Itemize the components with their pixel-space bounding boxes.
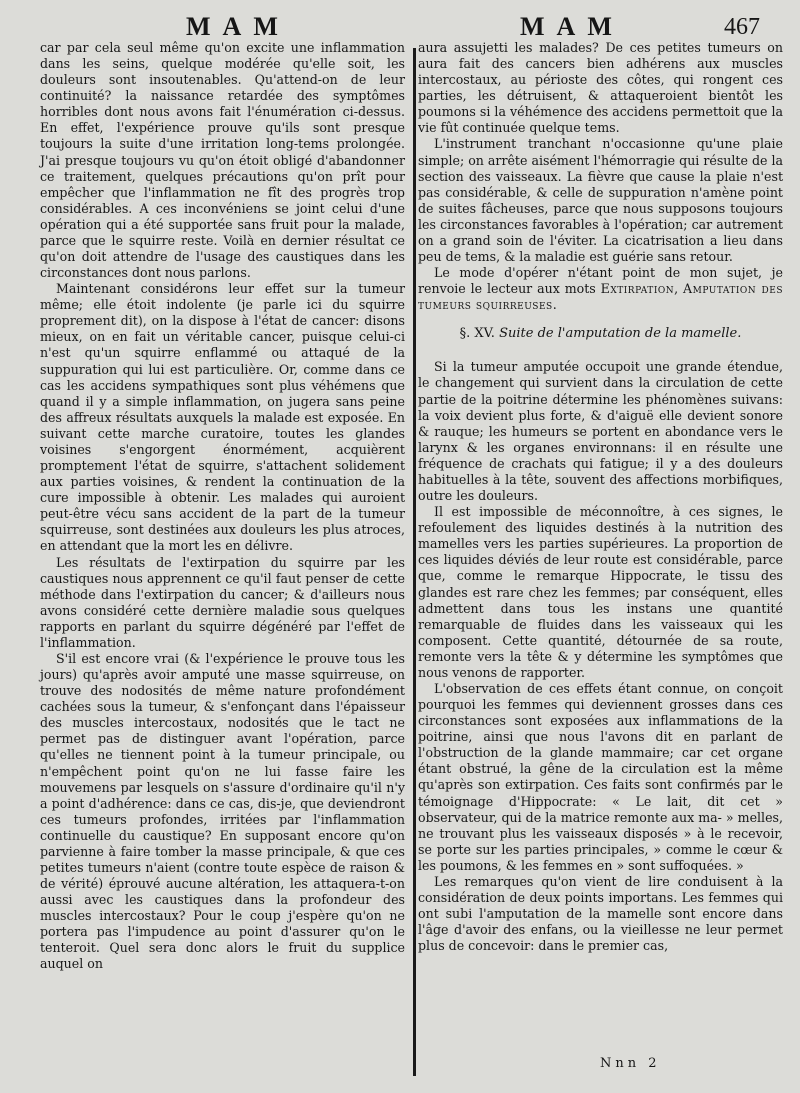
paragraph: car par cela seul même qu'on excite une inflammation dans les seins, quelque modérée qu'elle soit, les douleurs sont insoutenables. Qu'attend-on de leur continuité? la naissance retardée des symptômes horribles dont nous avons fait l'énumération ci-dessus. En effet, l'expérience prouve qu'ils sont presque toujours la suite d'une irritation long-tems prolongée. J'ai presque toujours vu qu'on étoit obligé d'abandonner ce traitement, quelques précautions qu'on prît pour empêcher que l'inflammation ne fît des progrès trop considérables. A ces inconvéniens se joint celui d'une opération qui a été supportée sans fruit pour la malade, parce que le squirre reste. Voilà en dernier résultat ce qu'on doit attendre de l'usage des caustiques dans les circonstances dont nous parlons. xyxy=(40,40,405,281)
paragraph: L'instrument tranchant n'occasionne qu'une plaie simple; on arrête aisément l'hémorragie qui résulte de la section des vaisseaux. La fièvre que cause la plaie n'est pas considérable, & celle de suppuration n'amène point de suites fâcheuses, parce que nous supposons toujours les circonstances favorables à l'opération; car autrement on a grand soin de l'éviter. La cicatrisation a lieu dans peu de tems, & la maladie est guérie sans retour. xyxy=(418,136,783,265)
reference-extirpation: Extirpation xyxy=(600,281,675,297)
column-divider xyxy=(413,48,416,1076)
section-heading xyxy=(418,326,783,342)
section-title: Suite de l'amputation de la mamelle. xyxy=(499,326,742,342)
paragraph-cross-reference: Le mode d'opérer n'étant point de mon sujet, je renvoie le lecteur aux mots Extirpation, Amputation des tumeurs squirreuses. xyxy=(418,265,783,313)
running-head-left: MAM xyxy=(186,12,290,41)
paragraph: S'il est encore vrai (& l'expérience le prouve tous les jours) qu'après avoir amputé une masse squirreuse, on trouve des nodosités de même nature profondément cachées sous la tumeur, & s'enfonçant dans l'épaisseur des muscles intercostaux, nodosités que le tact ne permet pas de distinguer avant l'opération, parce qu'elles ne tiennent point à la tumeur principale, ou n'empêchent point qu'on ne lui fasse faire les mouvemens par lesquels on s'assure d'ordinaire qu'il n'y a point d'adhérence: dans ce cas, dis-je, que deviendront ces tumeurs profondes, irritées par l'inflammation continuelle du caustique? En supposant encore qu'on parvienne à faire tomber la masse principale, & que ces petites tumeurs n'aient (contre toute espèce de raison & de vérité) éprouvé aucune altération, les attaquera-t-on aussi avec les caustiques dans la profondeur des muscles intercostaux? Pour le coup j'espère qu'on ne portera pas l'impudence au point d'assurer qu'on le tenteroit. Quel sera donc alors le fruit du supplice auquel on xyxy=(40,650,405,972)
left-column xyxy=(40,40,405,973)
paragraph: Maintenant considérons leur effet sur la tumeur même; elle étoit indolente (je parle ici du squirre proprement dit), on la dispose à l'état de cancer: disons mieux, on en fait un véritable cancer, puisque celui-ci n'est qu'un squirre enflammé ou attaqué de la suppuration qui lui est particulière. Or, comme dans ce cas les accidens sympathiques sont plus véhémens que quand il y a simple inflammation, on jugera sans peine des affreux résultats auxquels la malade est exposée. En suivant cette marche curatoire, toutes les glandes voisines s'engorgent énormément, acquièrent promptement l'état de squirre, s'attachent solidement aux parties voisines, & rendent la continuation de la cure impossible à obtenir. Les malades qui auroient peut-être vécu sans accident de la part de la tumeur squirreuse, sont destinées aux douleurs les plus atroces, en attendant que la mort les en délivre. xyxy=(40,281,405,554)
page-number: 467 xyxy=(724,14,760,40)
reference-amputation: Amputation des tumeurs squirreuses xyxy=(418,281,783,313)
right-column xyxy=(418,40,783,954)
signature-mark: Nnn 2 xyxy=(600,1056,661,1071)
section-number: §. XV. xyxy=(459,326,495,342)
reference-sentence: Le mode d'opérer n'étant point de mon sujet, je renvoie le lecteur aux mots xyxy=(418,265,783,297)
paragraph: Il est impossible de méconnoître, à ces signes, le refoulement des liquides destinés à la nutrition des mamelles vers les parties supérieures. La proportion de ces liquides déviés de leur route est considérable, parce que, comme le remarque Hippocrate, le tissu des glandes est rare chez les femmes; par conséquent, elles admettent dans tous les instans une quantité remarquable de fluides dans les vaisseaux qui les composent. Cette quantité, détournée de sa route, remonte vers la tête & y détermine les symptômes que nous venons de rapporter. xyxy=(418,504,783,680)
paragraph: Les remarques qu'on vient de lire conduisent à la considération de deux points importans. Les femmes qui ont subi l'amputation de la mamelle sont encore dans l'âge d'avoir des enfans, ou la vieillesse ne leur permet plus de concevoir: dans le premier cas, xyxy=(418,873,783,954)
paragraph: Si la tumeur amputée occupoit une grande étendue, le changement qui survient dans la circulation de cette partie de la poitrine détermine les phénomènes suivans: la voix devient plus forte, & d'aiguë elle devient sonore & rauque; les humeurs se portent en abondance vers le larynx & les organes environnans: il en résulte une fréquence de crachats qui fatigue; il y a des douleurs habituelles à la tête, souvent des affections morbifiques, outre les douleurs. xyxy=(418,359,783,504)
paragraph: L'observation de ces effets étant connue, on conçoit pourquoi les femmes qui deviennent grosses dans ces circonstances sont exposées aux inflammations de la poitrine, ainsi que nous l'avons dit en parlant de l'obstruction de la glande mammaire; car cet organe étant obstrué, la gêne de la circulation est la même qu'après son extirpation. Ces faits sont confirmés par le témoignage d'Hippocrate: « Le lait, dit cet » observateur, qui de la matrice remonte aux ma- » melles, ne trouvant plus les vaisseaux disposés » à le recevoir, se porte sur les parties principales, » comme le cœur & les poumons, & les femmes en » sont suffoquées. » xyxy=(418,680,783,873)
paragraph: Les résultats de l'extirpation du squirre par les caustiques nous apprennent ce qu'il faut penser de cette méthode dans l'extirpation du cancer; & d'ailleurs nous avons considéré cette dernière maladie sous quelques rapports en parlant du squirre dégénéré par l'effet de l'inflammation. xyxy=(40,554,405,650)
running-head-right: MAM xyxy=(520,12,624,41)
paragraph: aura assujetti les malades? De ces petites tumeurs on aura fait des cancers bien adhérens aux muscles intercostaux, au périoste des côtes, qui rongent ces parties, les détruisent, & attaqueroient bientôt les poumons si la véhémence des accidens permettoit que la vie fût continuée quelque tems. xyxy=(418,40,783,136)
